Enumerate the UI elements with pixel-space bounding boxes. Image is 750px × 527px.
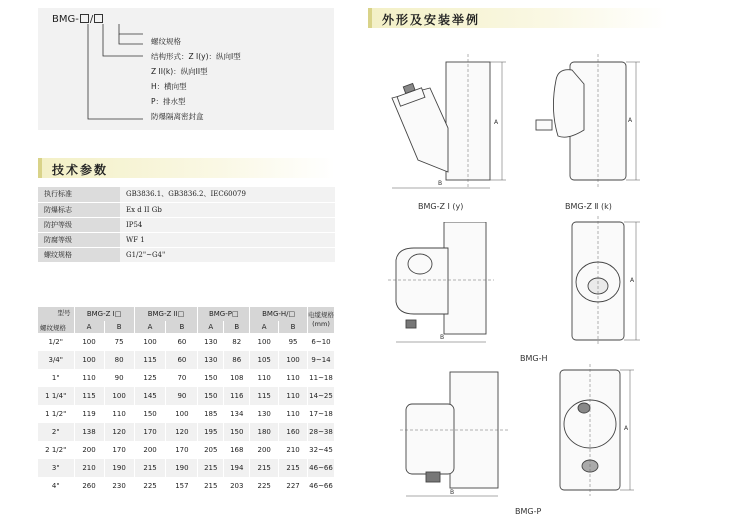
dim-label-a: A [628, 117, 633, 124]
dim-thread-cell: 1 1/2" [38, 405, 74, 423]
tech-param-row [38, 247, 335, 262]
tech-param-key: 螺纹规格 [38, 247, 120, 262]
dim-thread-cell: 4" [38, 477, 74, 495]
tech-param-key: 防爆标志 [38, 202, 120, 217]
dim-value-cell: 150 [198, 387, 224, 405]
dim-thread-cell: 2" [38, 423, 74, 441]
dim-thread-cell: 1 1/4" [38, 387, 74, 405]
dim-value-cell: 110 [279, 405, 308, 423]
dim-value-cell: 60 [166, 351, 198, 369]
dim-cable-cell: 11~18 [308, 369, 335, 387]
install-section-header [368, 8, 668, 28]
dim-value-cell: 145 [134, 387, 166, 405]
dim-value-cell: 115 [250, 387, 279, 405]
dim-value-cell: 119 [74, 405, 104, 423]
tech-param-key: 防腐等级 [38, 232, 120, 247]
dim-value-cell: 60 [166, 333, 198, 351]
caption-bmg-p: BMG-P [515, 507, 542, 516]
tech-param-value: G1/2"~G4" [120, 247, 335, 262]
dim-cable-cell: 6~10 [308, 333, 335, 351]
dim-subheader-row [38, 321, 335, 333]
dim-value-cell: 100 [104, 387, 134, 405]
dim-value-cell: 75 [104, 333, 134, 351]
header-accent-bar [368, 8, 372, 28]
dim-value-cell: 195 [198, 423, 224, 441]
dim-value-cell: 100 [74, 351, 104, 369]
dim-value-cell: 125 [134, 369, 166, 387]
dim-corner-bottom: 螺纹规格 [40, 324, 66, 332]
drawing-bmg-zk [528, 40, 648, 200]
dim-value-cell: 150 [198, 369, 224, 387]
dim-value-cell: 200 [134, 441, 166, 459]
dim-row [38, 387, 335, 405]
dim-label-b: B [438, 180, 443, 187]
tech-param-row [38, 232, 335, 247]
dim-row [38, 405, 335, 423]
model-legend-thread: 螺纹规格 [151, 37, 181, 46]
dim-value-cell: 82 [224, 333, 250, 351]
caption-bmg-zy: BMG-Z Ⅰ (y) [418, 202, 464, 211]
dim-value-cell: 225 [134, 477, 166, 495]
dim-value-cell: 110 [279, 387, 308, 405]
drawing-bmg-zy [378, 40, 528, 200]
dim-model-p: BMG-P□ [198, 307, 250, 321]
tech-param-value: IP54 [120, 217, 335, 232]
tech-param-row [38, 217, 335, 232]
dim-header-row [38, 307, 335, 321]
dim-corner-top: 型号 [57, 309, 71, 317]
dim-sub-a: A [74, 321, 104, 333]
dim-value-cell: 190 [166, 459, 198, 477]
dim-value-cell: 115 [134, 351, 166, 369]
model-code-prefix: BMG- [52, 14, 79, 25]
dim-value-cell: 130 [250, 405, 279, 423]
drawing-bmg-p-front [546, 362, 646, 502]
dim-label-b: B [440, 334, 445, 341]
dim-value-cell: 215 [250, 459, 279, 477]
dim-row [38, 369, 335, 387]
dim-value-cell: 100 [166, 405, 198, 423]
dim-value-cell: 210 [279, 441, 308, 459]
dimension-table [38, 307, 335, 495]
dim-thread-cell: 1" [38, 369, 74, 387]
dim-value-cell: 120 [104, 423, 134, 441]
dim-value-cell: 108 [224, 369, 250, 387]
header-accent-bar [38, 158, 42, 178]
dim-model-zk: BMG-Z II□ [134, 307, 198, 321]
dim-value-cell: 110 [74, 369, 104, 387]
caption-bmg-h: BMG-H [520, 354, 548, 363]
dim-value-cell: 100 [74, 333, 104, 351]
model-legend-structure: 结构形式：Z I(y)：纵向I型 [151, 52, 241, 61]
dim-thread-cell: 3/4" [38, 351, 74, 369]
dim-value-cell: 200 [74, 441, 104, 459]
dim-sub-a: A [134, 321, 166, 333]
dim-value-cell: 134 [224, 405, 250, 423]
dim-value-cell: 170 [104, 441, 134, 459]
dim-value-cell: 90 [166, 387, 198, 405]
dim-row [38, 351, 335, 369]
dim-label-a: A [624, 425, 629, 432]
dim-row [38, 423, 335, 441]
dim-value-cell: 190 [104, 459, 134, 477]
dim-model-zy: BMG-Z I□ [74, 307, 134, 321]
drawing-bmg-p-side [398, 368, 518, 508]
dim-row [38, 333, 335, 351]
dim-value-cell: 170 [166, 441, 198, 459]
dim-thread-cell: 3" [38, 459, 74, 477]
drawing-bmg-h-front [552, 212, 652, 352]
dim-row [38, 459, 335, 477]
dim-corner-cell [38, 307, 74, 333]
dim-value-cell: 160 [279, 423, 308, 441]
dim-model-h: BMG-H/□ [250, 307, 308, 321]
dim-value-cell: 210 [74, 459, 104, 477]
tech-param-value: GB3836.1、GB3836.2、IEC60079 [120, 187, 335, 202]
tech-param-row [38, 187, 335, 202]
install-section-title: 外形及安装举例 [382, 13, 481, 27]
dim-value-cell: 205 [198, 441, 224, 459]
dim-thread-cell: 1/2" [38, 333, 74, 351]
dim-value-cell: 100 [250, 333, 279, 351]
dim-value-cell: 215 [198, 477, 224, 495]
dim-cable-cell: 28~38 [308, 423, 335, 441]
dim-row [38, 441, 335, 459]
dim-cable-cell: 9~14 [308, 351, 335, 369]
dim-sub-a: A [198, 321, 224, 333]
dim-value-cell: 150 [134, 405, 166, 423]
model-code-slash: / [89, 14, 94, 25]
dim-sub-b: B [224, 321, 250, 333]
dim-label-b: B [450, 489, 455, 496]
dim-value-cell: 130 [198, 351, 224, 369]
dim-sub-b: B [104, 321, 134, 333]
dim-value-cell: 130 [198, 333, 224, 351]
dim-sub-b: B [279, 321, 308, 333]
dim-value-cell: 110 [104, 405, 134, 423]
dim-label-a: A [494, 119, 499, 126]
dim-value-cell: 120 [166, 423, 198, 441]
dim-value-cell: 185 [198, 405, 224, 423]
dim-value-cell: 260 [74, 477, 104, 495]
dim-value-cell: 157 [166, 477, 198, 495]
dim-value-cell: 168 [224, 441, 250, 459]
tech-param-key: 防护等级 [38, 217, 120, 232]
dim-sub-a: A [250, 321, 279, 333]
dim-value-cell: 203 [224, 477, 250, 495]
tech-param-value: WF 1 [120, 232, 335, 247]
tech-section-title: 技术参数 [52, 163, 109, 177]
tech-section-header [38, 158, 335, 178]
model-legend-z2: Z II(k)：纵向II型 [151, 67, 208, 76]
dim-value-cell: 70 [166, 369, 198, 387]
dim-value-cell: 116 [224, 387, 250, 405]
model-legend-p: P：排水型 [151, 97, 186, 106]
dim-value-cell: 230 [104, 477, 134, 495]
dim-cable-cell: 17~18 [308, 405, 335, 423]
tech-param-key: 执行标准 [38, 187, 120, 202]
dim-value-cell: 110 [279, 369, 308, 387]
tech-param-value: Ex d II Gb [120, 202, 335, 217]
dim-value-cell: 227 [279, 477, 308, 495]
drawing-bmg-h-side [384, 222, 514, 352]
dim-value-cell: 215 [198, 459, 224, 477]
dim-value-cell: 150 [224, 423, 250, 441]
dim-value-cell: 180 [250, 423, 279, 441]
dim-value-cell: 80 [104, 351, 134, 369]
tech-params-table [38, 187, 335, 263]
dim-value-cell: 215 [279, 459, 308, 477]
dim-value-cell: 86 [224, 351, 250, 369]
tech-param-row [38, 202, 335, 217]
dim-value-cell: 138 [74, 423, 104, 441]
dim-value-cell: 100 [134, 333, 166, 351]
caption-bmg-zk: BMG-Z Ⅱ (k) [565, 202, 612, 211]
dim-value-cell: 170 [134, 423, 166, 441]
dim-value-cell: 225 [250, 477, 279, 495]
dim-value-cell: 115 [74, 387, 104, 405]
dim-cable-cell: 46~66 [308, 477, 335, 495]
model-legend-box: 防爆隔离密封盒 [151, 112, 204, 121]
dim-value-cell: 100 [279, 351, 308, 369]
dim-cable-header: 电缆规格(mm) [308, 307, 335, 333]
dim-sub-b: B [166, 321, 198, 333]
dim-value-cell: 110 [250, 369, 279, 387]
model-legend-h: H：横向型 [151, 82, 187, 91]
dim-value-cell: 194 [224, 459, 250, 477]
dim-label-a: A [630, 277, 635, 284]
dim-value-cell: 95 [279, 333, 308, 351]
dim-value-cell: 200 [250, 441, 279, 459]
dim-row [38, 477, 335, 495]
dim-cable-cell: 46~66 [308, 459, 335, 477]
dim-value-cell: 215 [134, 459, 166, 477]
dim-value-cell: 90 [104, 369, 134, 387]
dim-cable-cell: 32~45 [308, 441, 335, 459]
dim-thread-cell: 2 1/2" [38, 441, 74, 459]
dim-cable-cell: 14~25 [308, 387, 335, 405]
dim-value-cell: 105 [250, 351, 279, 369]
